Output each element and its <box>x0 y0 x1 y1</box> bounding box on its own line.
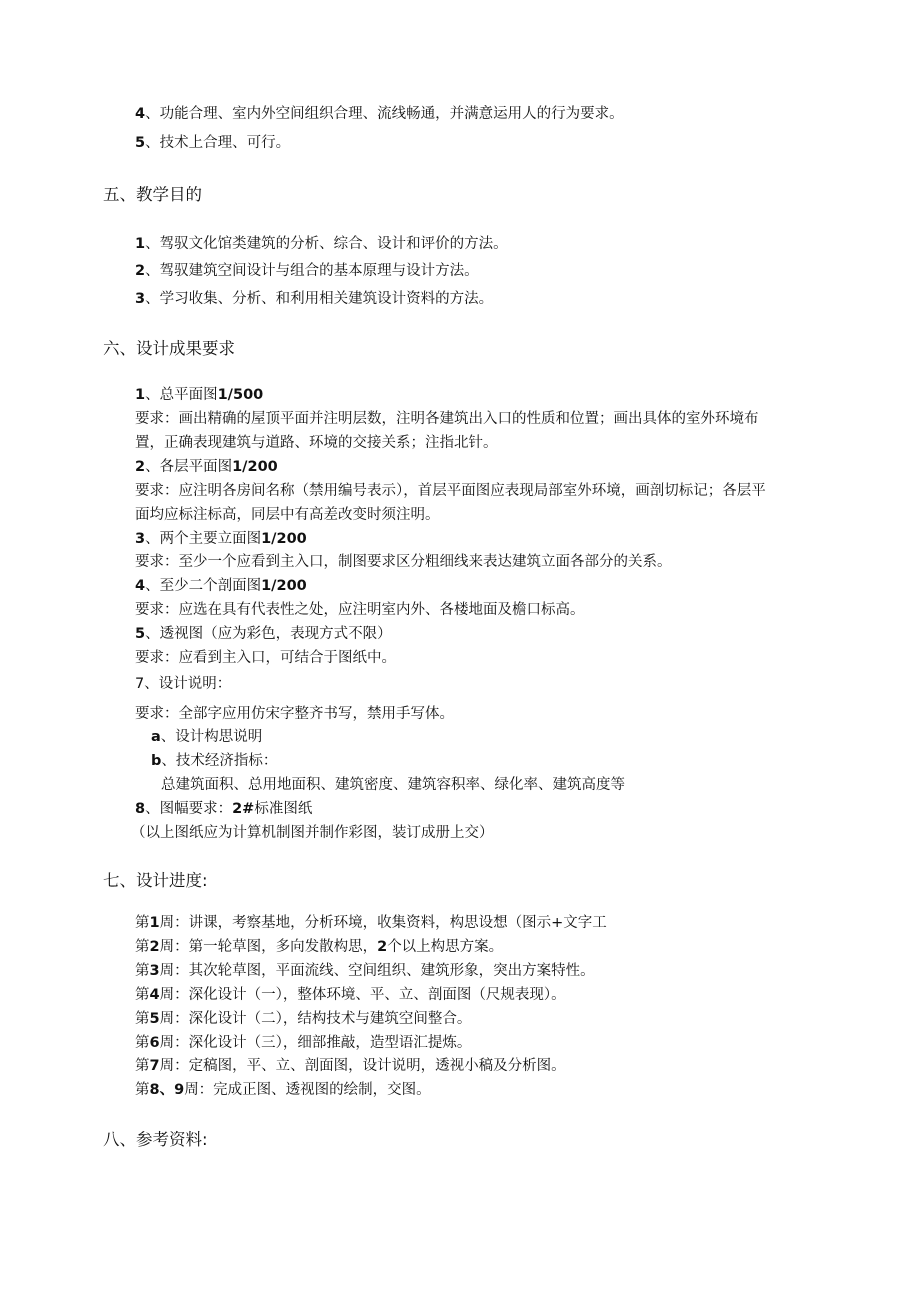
section-heading: 七、设计进度: <box>103 871 208 890</box>
requirement-text: 要求：至少一个应看到主入口，制图要求区分粗细线来表达建筑立面各部分的关系。 <box>135 554 672 570</box>
section-heading: 六、设计成果要求 <box>103 339 235 358</box>
schedule-row: 第4周：深化设计（一），整体环境、平、立、剖面图（尺规表现）。 <box>135 987 566 1003</box>
list-item: 5、技术上合理、可行。 <box>135 135 291 151</box>
note-text: （以上图纸应为计算机制图并制作彩图，装订成册上交） <box>131 825 494 841</box>
schedule-row: 第3周：其次轮草图，平面流线、空间组织、建筑形象，突出方案特性。 <box>135 963 595 979</box>
list-item: 4、至少二个剖面图1/200 <box>135 578 307 594</box>
requirement-text: 要求：全部字应用仿宋字整齐书写，禁用手写体。 <box>135 706 454 722</box>
list-item: 7、设计说明： <box>135 676 232 692</box>
list-item: 1、总平面图1/500 <box>135 387 264 403</box>
sub-item: a、设计构思说明 <box>151 729 263 745</box>
requirement-text: 要求：应注明各房间名称（禁用编号表示），首层平面图应表现局部室外环境，画剖切标记；各层平 <box>135 483 766 499</box>
schedule-row: 第5周：深化设计（二），结构技术与建筑空间整合。 <box>135 1011 472 1027</box>
list-item: 2、各层平面图1/200 <box>135 459 278 475</box>
requirement-text: 要求：画出精确的屋顶平面并注明层数，注明各建筑出入口的性质和位置；画出具体的室外环境布 <box>135 411 759 427</box>
sub-item-detail: 总建筑面积、总用地面积、建筑密度、建筑容积率、绿化率、建筑高度等 <box>161 777 625 793</box>
sub-item: b、技术经济指标： <box>151 753 278 769</box>
requirement-text: 要求：应选在具有代表性之处，应注明室内外、各楼地面及檐口标高。 <box>135 602 585 618</box>
requirement-text: 面均应标注标高，同层中有高差改变时须注明。 <box>135 507 440 523</box>
requirement-text: 要求：应看到主入口，可结合于图纸中。 <box>135 650 396 666</box>
list-item: 5、透视图（应为彩色，表现方式不限） <box>135 626 392 642</box>
list-item: 3、学习收集、分析、和利用相关建筑设计资料的方法。 <box>135 291 494 307</box>
schedule-row: 第2周：第一轮草图，多向发散构思，2个以上构思方案。 <box>135 939 504 955</box>
list-item: 8、图幅要求：2#标准图纸 <box>135 801 313 817</box>
section-heading: 八、参考资料: <box>103 1130 208 1149</box>
list-item: 4、功能合理、室内外空间组织合理、流线畅通，并满意运用人的行为要求。 <box>135 106 624 122</box>
list-item: 1、驾驭文化馆类建筑的分析、综合、设计和评价的方法。 <box>135 236 508 252</box>
schedule-row: 第1周：讲课，考察基地，分析环境，收集资料，构思设想（图示+文字工 <box>135 915 607 931</box>
section-heading: 五、教学目的 <box>103 185 202 204</box>
requirement-text: 置，正确表现建筑与道路、环境的交接关系；注指北针。 <box>135 435 498 451</box>
list-item: 3、两个主要立面图1/200 <box>135 531 307 547</box>
schedule-row: 第6周：深化设计（三），细部推敲，造型语汇提炼。 <box>135 1035 472 1051</box>
list-item: 2、驾驭建筑空间设计与组合的基本原理与设计方法。 <box>135 263 479 279</box>
schedule-row: 第7周：定稿图，平、立、剖面图，设计说明，透视小稿及分析图。 <box>135 1058 566 1074</box>
schedule-row: 第8、9周：完成正图、透视图的绘制，交图。 <box>135 1082 431 1098</box>
